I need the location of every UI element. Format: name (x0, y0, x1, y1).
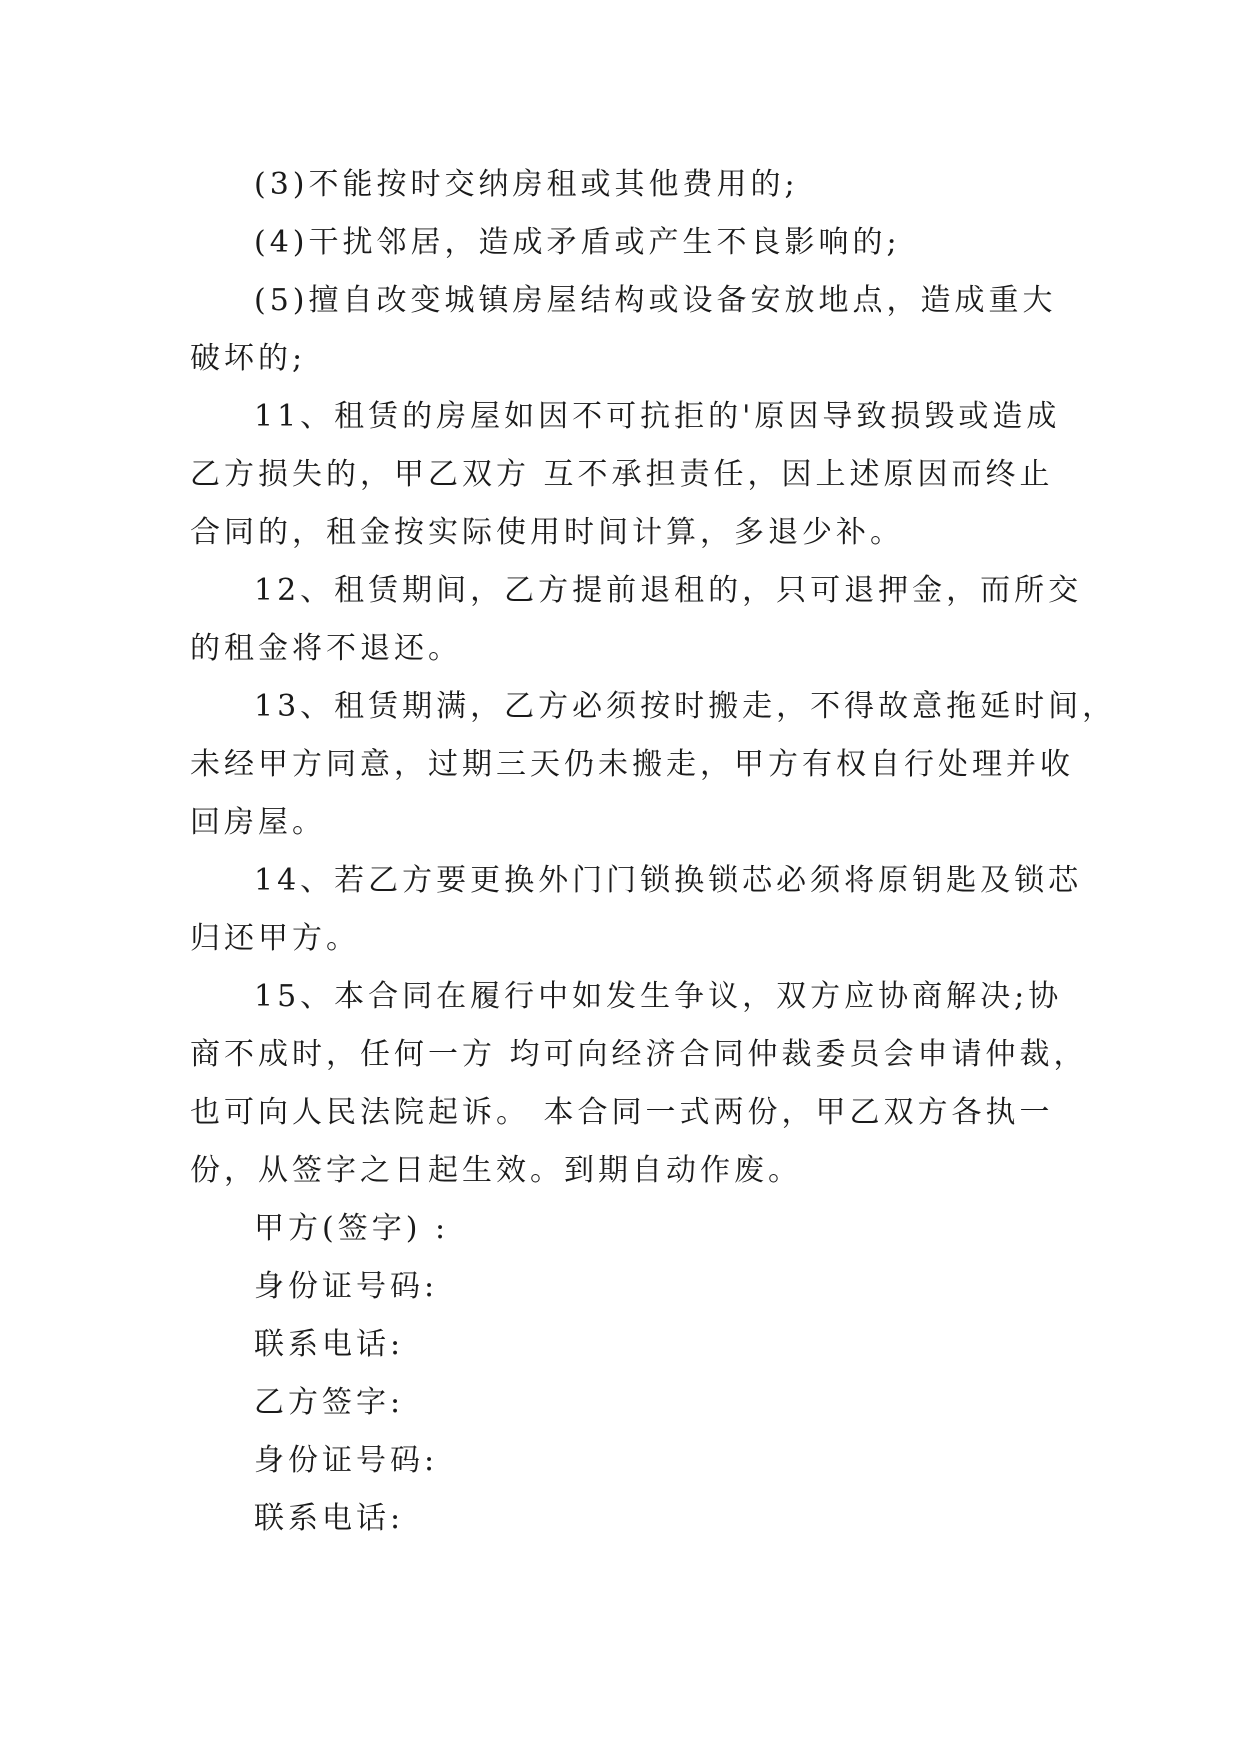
clause-14-line-2: 归还甲方。 (190, 921, 360, 956)
clause-14-line-1: 14、若乙方要更换外门门锁换锁芯必须将原钥匙及锁芯 (254, 863, 1083, 898)
clause-13-line-3: 回房屋。 (190, 805, 326, 840)
document-body (190, 156, 1117, 1548)
clause-12-line-1: 12、租赁期间，乙方提前退租的，只可退押金，而所交 (254, 573, 1083, 608)
party-a-phone-label: 联系电话: (254, 1327, 405, 1362)
clause-15 (190, 968, 1088, 1200)
clause-14 (190, 852, 1083, 968)
item-5-line-2: 破坏的; (190, 341, 307, 376)
clause-15-line-4: 份，从签字之日起生效。到期自动作废。 (190, 1153, 802, 1188)
list-item-5 (190, 272, 1057, 388)
clause-12 (190, 562, 1083, 678)
clause-11-line-1: 11、租赁的房屋如因不可抗拒的'原因导致损毁或造成 (254, 399, 1061, 434)
clause-13 (190, 678, 1117, 852)
clause-15-line-3: 也可向人民法院起诉。 本合同一式两份，甲乙双方各执一 (190, 1095, 1054, 1130)
clause-11 (190, 388, 1061, 562)
item-5-line-1: (5)擅自改变城镇房屋结构或设备安放地点，造成重大 (254, 283, 1057, 318)
clause-15-line-1: 15、本合同在履行中如发生争议，双方应协商解决;协 (254, 979, 1063, 1014)
clause-11-line-2: 乙方损失的，甲乙双方 互不承担责任，因上述原因而终止 (190, 457, 1054, 492)
party-a-signature-label: 甲方(签字) : (254, 1211, 450, 1246)
clause-13-line-2: 未经甲方同意，过期三天仍未搬走，甲方有权自行处理并收 (190, 747, 1074, 782)
clause-12-line-2: 的租金将不退还。 (190, 631, 462, 666)
party-b-id-label: 身份证号码: (254, 1443, 439, 1478)
list-item-4 (190, 214, 1050, 272)
clause-15-line-2: 商不成时，任何一方 均可向经济合同仲裁委员会申请仲裁， (190, 1037, 1088, 1072)
list-item-3 (190, 156, 1050, 214)
party-a-id-label: 身份证号码: (254, 1269, 439, 1304)
clause-11-line-3: 合同的，租金按实际使用时间计算，多退少补。 (190, 515, 904, 550)
item-3-text: (3)不能按时交纳房租或其他费用的; (254, 167, 799, 202)
item-4-text: (4)干扰邻居，造成矛盾或产生不良影响的; (254, 225, 901, 260)
party-b-phone-label: 联系电话: (254, 1501, 405, 1536)
party-b-signature-label: 乙方签字: (254, 1385, 405, 1420)
clause-13-line-1: 13、租赁期满，乙方必须按时搬走，不得故意拖延时间， (254, 689, 1117, 724)
